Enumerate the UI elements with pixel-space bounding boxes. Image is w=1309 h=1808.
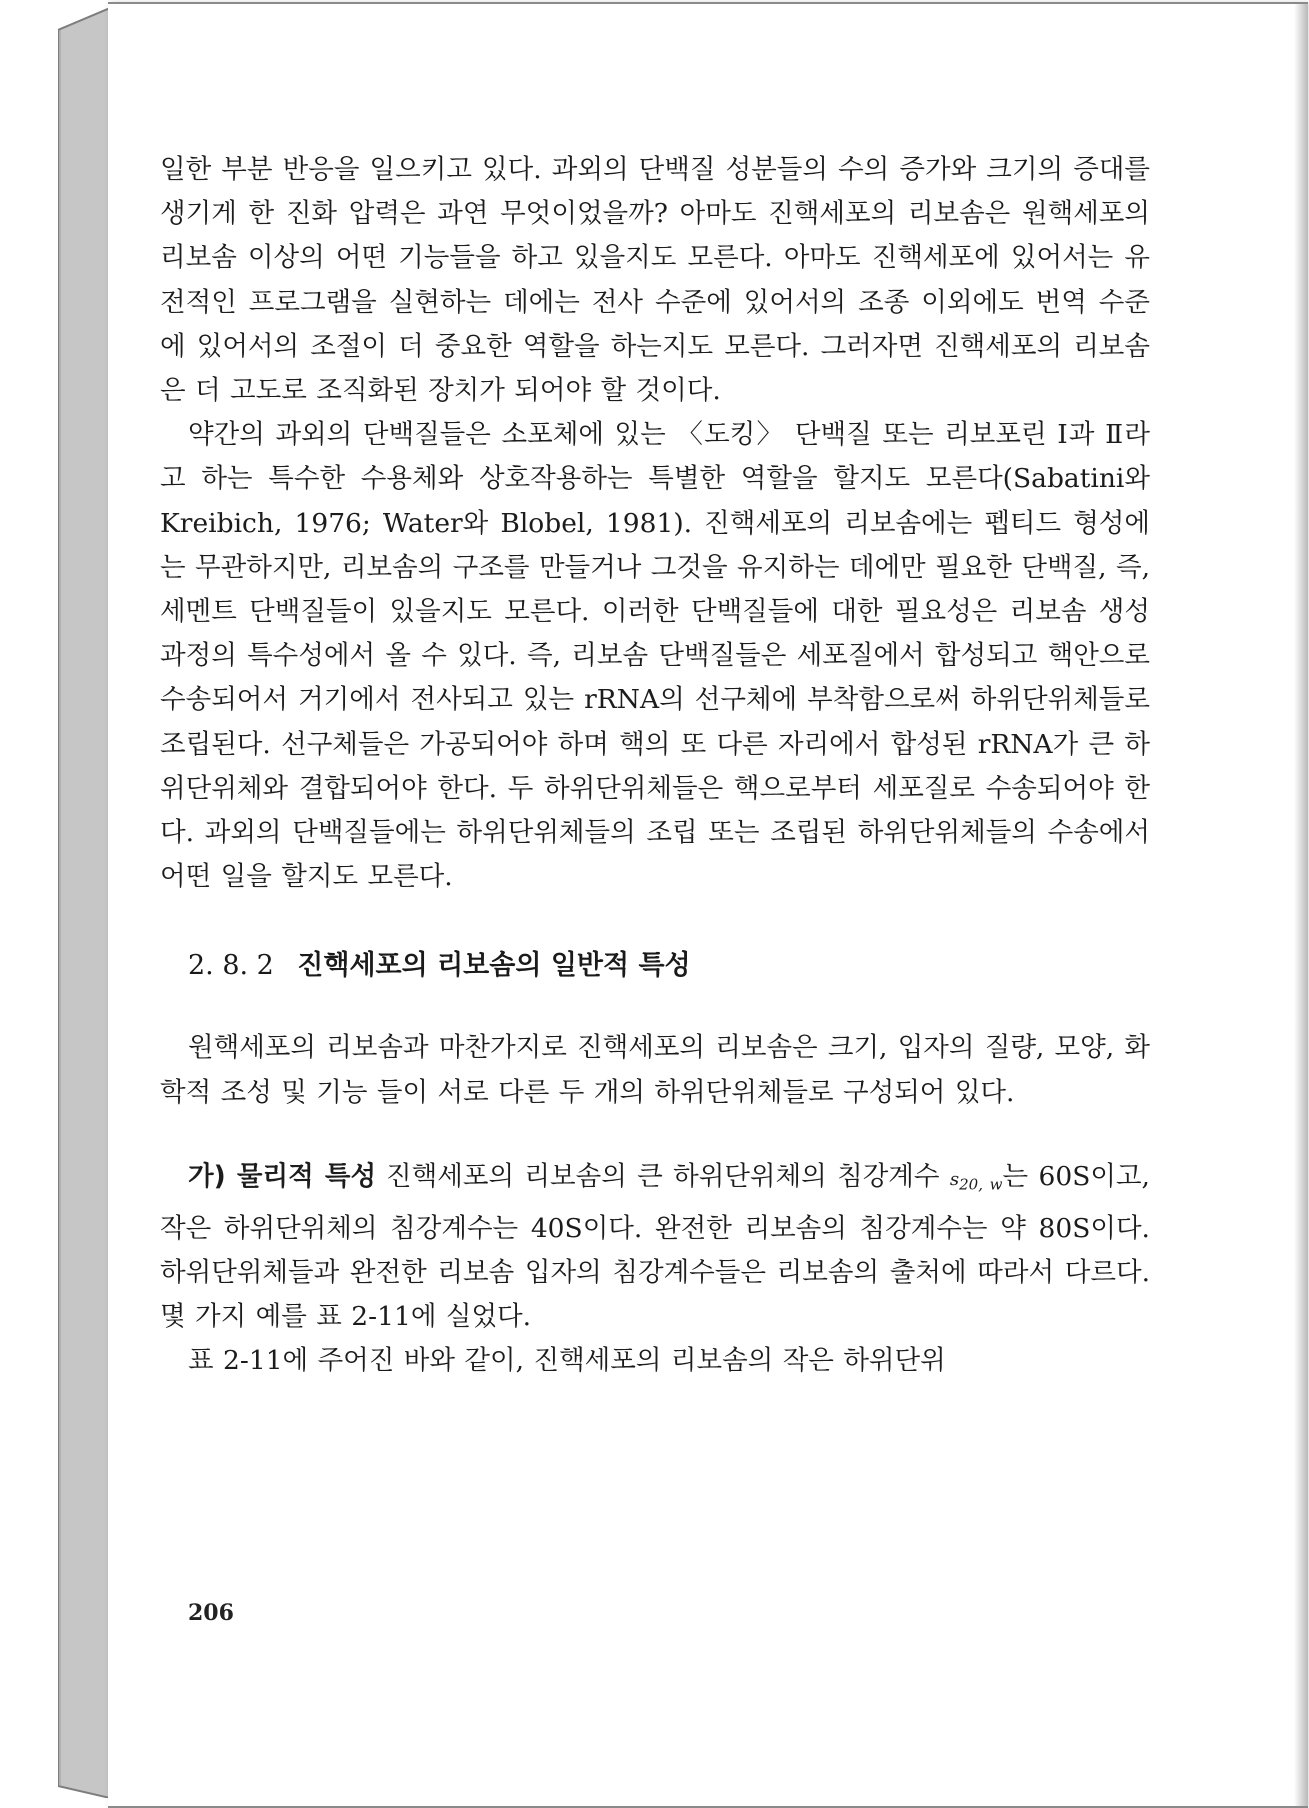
section-heading: [188, 943, 1150, 982]
last-paragraph: 표 2-11에 주어진 바와 같이, 진핵세포의 리보솜의 작은 하위단위: [188, 1345, 946, 1377]
subsection-label: 가) 물리적 특성: [188, 1160, 377, 1192]
page-edge-shadow: [1294, 4, 1308, 1806]
page-content: [160, 148, 1150, 1383]
book-spine: [58, 8, 110, 1798]
subsection-paragraph: [160, 1155, 1150, 1339]
subsection-text-before: 진핵세포의 리보솜의 큰 하위단위체의 침강계수: [386, 1160, 950, 1192]
section-intro-paragraph: 원핵세포의 리보솜과 마찬가지로 진핵세포의 리보솜은 크기, 입자의 질량, 모양, 화학적 조성 및 기능 들이 서로 다른 두 개의 하위단위체들로 구성되어 있다.: [160, 1032, 1150, 1108]
paragraph-gap: [160, 1115, 1150, 1155]
section-title: 진핵세포의 리보솜의 일반적 특성: [297, 950, 691, 982]
subsection-text-after: 는 60S이고, 작은 하위단위체의 침강계수는 40S이다. 완전한 리보솜의 침강계수는 약 80S이다. 하위단위체들과 완전한 리보솜 입자의 침강계수들은 리보솜의 출처에 따라서 다르다. 몇 가지 예를 표 2-11에 실었다.: [160, 1160, 1150, 1333]
sedimentation-subscript: 20, w: [959, 1175, 1003, 1194]
page-number: 206: [188, 1600, 234, 1626]
body-paragraph-2: 약간의 과외의 단백질들은 소포체에 있는 〈도킹〉 단백질 또는 리보포린 Ⅰ과 Ⅱ라고 하는 특수한 수용체와 상호작용하는 특별한 역할을 할지도 모른다(Sabatini와 Kreibich, 1976; Water와 Blobel, 1981). 진핵세포의 리보솜에는 펩티드 형성에는 무관하지만, 리보솜의 구조를 만들거나 그것을 유지하는 데에만 필요한 단백질, 즉, 세멘트 단백질들이 있을지도 모른다. 이러한 단백질들에 대한 필요성은 리보솜 생성 과정의 특수성에서 올 수 있다. 즉, 리보솜 단백질들은 세포질에서 합성되고 핵안으로 수송되어서 거기에서 전사되고 있는 rRNA의 선구체에 부착함으로써 하위단위체들로 조립된다. 선구체들은 가공되어야 하며 핵의 또 다른 자리에서 합성된 rRNA가 큰 하위단위체와 결합되어야 한다. 두 하위단위체들은 핵으로부터 세포질로 수송되어야 한다. 과외의 단백질들에는 하위단위체들의 조립 또는 조립된 하위단위체들의 수송에서 어떤 일을 할지도 모른다.: [160, 419, 1150, 893]
sedimentation-symbol: $s_{20, w}$: [949, 1168, 1003, 1194]
body-paragraph-1: 일한 부분 반응을 일으키고 있다. 과외의 단백질 성분들의 수의 증가와 크기의 증대를 생기게 한 진화 압력은 과연 무엇이었을까? 아마도 진핵세포의 리보솜은 원핵세포의 리보솜 이상의 어떤 기능들을 하고 있을지도 모른다. 아마도 진핵세포에 있어서는 유전적인 프로그램을 실현하는 데에는 전사 수준에 있어서의 조종 이외에도 번역 수준에 있어서의 조절이 더 중요한 역할을 하는지도 모른다. 그러자면 진핵세포의 리보솜은 더 고도로 조직화된 장치가 되어야 할 것이다.: [160, 154, 1150, 407]
section-number: 2. 8. 2: [188, 950, 274, 982]
